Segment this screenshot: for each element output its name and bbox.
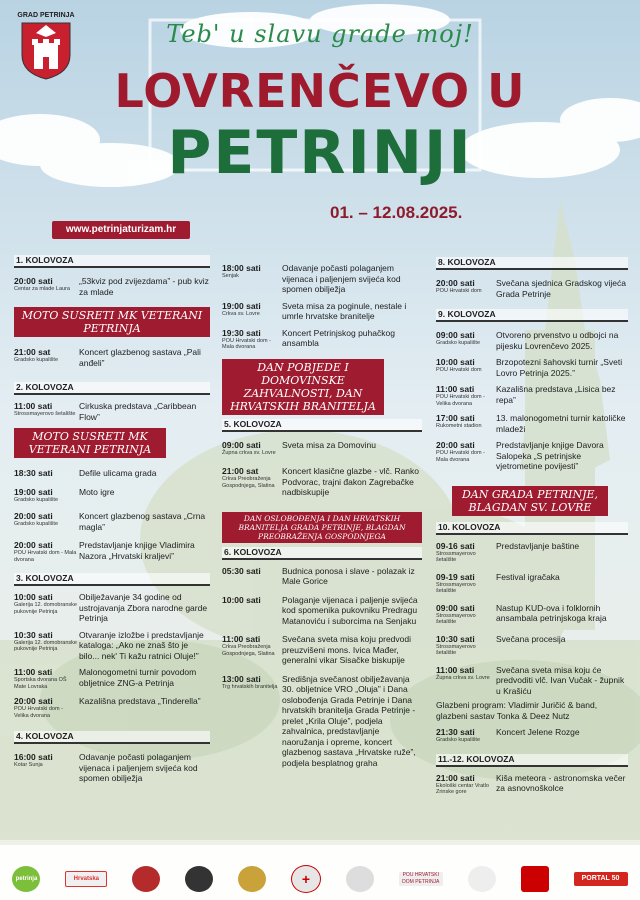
event-time: 10:00 sati [222, 594, 261, 605]
event [14, 487, 210, 504]
event-time: 10:00 sati [14, 592, 53, 602]
day-header: 2. KOLOVOZA [14, 382, 210, 395]
section-banner: MOTO SUSRETI MK VETERANI PETRINJA [14, 307, 210, 337]
event [436, 773, 628, 796]
event-desc: Koncert glazbenog sastava „Pali anđeli” [79, 347, 201, 368]
column-1 [14, 255, 210, 784]
event-desc: Koncert glazbenog sastava „Crna magla” [79, 511, 206, 532]
event-place: POU Hrvatski dom - Mala dvorana [436, 450, 485, 463]
event [14, 592, 210, 624]
event-time: 05:30 sati [222, 565, 261, 576]
veterani-logo [132, 866, 160, 892]
event [14, 276, 210, 297]
event [14, 752, 210, 784]
event-desc: Sveta misa za poginule, nestale i umrle hrvatske branitelje [282, 300, 407, 321]
event-desc: Nastup KUD-ova i folklornih ansambala petrinjskoga kraja [496, 602, 607, 623]
crest-label: GRAD PETRINJA [17, 12, 75, 19]
day-header: 3. KOLOVOZA [14, 573, 210, 586]
event-time: 20:00 sati [14, 540, 53, 550]
event-place: Strossmayerovo šetalište [436, 643, 476, 656]
event-desc: 13. malonogometni turnir katoličke mladeži [496, 413, 626, 434]
event-time: 19:00 sati [222, 300, 261, 311]
event-time: 21:00 sat [222, 466, 259, 476]
event-desc: Svečana sveta misa koju će predvoditi vlč. Ivan Vučak - župnik u Krašiću [496, 664, 625, 696]
event-place: Rukometni stadion [436, 423, 482, 429]
event [14, 347, 210, 368]
event [14, 401, 210, 422]
section-banner: DAN OSLOBOĐENJA I DAN HRVATSKIH BRANITELJA GRADA PETRINJE, BLAGDAN PREOBRAŽENJA GOSPODNJEGA [222, 512, 422, 543]
music-program: Glazbeni program: Vladimir Juričić & band, glazbeni sastav Tonka & Deez Nutz [436, 700, 598, 721]
website-link[interactable]: www.petrinjaturizam.hr [52, 221, 190, 239]
event-desc: Polaganje vijenaca i paljenje svijeća kod spomenika pukovniku Predragu Matanoviću i suborcima na Senjaku [282, 594, 418, 626]
red-cross-logo: + [291, 865, 321, 893]
event-time: 19:00 sati [14, 486, 53, 497]
event-place: POU Hrvatski dom - Mala dvorana [14, 550, 77, 563]
festival-dates: 01. – 12.08.2025. [330, 203, 463, 222]
event-time: 20:00 sati [14, 511, 53, 521]
event-desc: Predstavljanje baštine [496, 540, 580, 551]
event-desc: Koncert Petrinjskog puhačkog ansambla [282, 327, 395, 348]
event [222, 634, 422, 666]
event-time: 10:30 sati [14, 629, 53, 640]
seal-logo [346, 866, 374, 892]
petrinja-logo: petrinja [12, 866, 40, 892]
day-header: 5. KOLOVOZA [222, 419, 422, 432]
day-header: 9. KOLOVOZA [436, 309, 628, 322]
badge-logo [238, 866, 266, 892]
event-place: POU Hrvatski dom - Velika dvorana [436, 394, 485, 407]
radio-logo [521, 866, 549, 892]
event-desc: Otvoreno prvenstvo u odbojci na pijesku Lovrenčevo 2025. [496, 330, 619, 351]
event-desc: Središnja svečanost obilježavanja 30. obljetnice VRO „Oluja” i Dana oslobođenja Grada Petrinje i Dana hrvatskih branitelja Grada Petrinje - prelet „Krila Oluje”, podjela zahvalnica, predstavljanje naoružanja i opreme, koncert glazbenog sastava „Hrvatske ruže”, podjela besplatnog graha [282, 673, 416, 768]
event-desc: Obilježavanje 34 godine od ustrojavanja Zbora narodne garde Petrinja [79, 592, 208, 623]
event-place: Strossmayerovo šetalište [436, 550, 476, 563]
event-time: 09:00 sati [436, 602, 475, 613]
day-header: 11.-12. KOLOVOZA [436, 754, 628, 767]
event [436, 413, 628, 434]
day-header: 4. KOLOVOZA [14, 731, 210, 744]
moto-club-logo [185, 866, 213, 892]
event-time: 11:00 sati [222, 634, 261, 644]
event-place: POU Hrvatski dom [436, 288, 482, 294]
event-place: Gradsko kupalište [436, 737, 481, 743]
event-desc: Odavanje počasti polaganjem vijenaca i paljenjem svijeća kod spomen obilježja [79, 752, 198, 783]
event [222, 595, 422, 627]
sponsor-logos [0, 858, 640, 900]
event [222, 466, 422, 498]
event-time: 13:00 sati [222, 673, 261, 684]
event-desc: Kazališna predstava „Lisica bez repa” [496, 384, 616, 405]
event-place: Galerija 12. domobranske pukovnije Petrinja [14, 639, 77, 652]
event-time: 20:00 sati [14, 696, 53, 706]
section-banner: DAN GRADA PETRINJE, BLAGDAN SV. LOVRE [452, 486, 608, 516]
event-time: 11:00 sati [436, 384, 475, 394]
portal-logo: PORTAL 50 [574, 872, 628, 886]
event-place: Trg hrvatskih branitelja [222, 683, 278, 690]
event-time: 21:30 sati [436, 727, 475, 737]
event [14, 468, 210, 479]
event-desc: Sveta misa za Domovinu [282, 439, 377, 450]
event-place: Župna crkva sv. Lovre [222, 449, 276, 456]
event-time: 20:00 sati [436, 440, 475, 450]
emblem-logo [468, 866, 496, 892]
day-header: 8. KOLOVOZA [436, 257, 628, 270]
event [436, 384, 628, 407]
event-time: 11:00 sati [436, 664, 475, 675]
title-line1: LOVRENČEVO U [114, 64, 526, 118]
event-place: Galerija 12. domobranske pukovnije Petrinja [14, 602, 77, 615]
event-place: Strossmayerovo šetalište [436, 612, 476, 625]
event-time: 18:30 sati [14, 468, 53, 478]
event-place: Strossmayerovo šetalište [436, 581, 476, 594]
column-3 [436, 257, 628, 796]
event [14, 540, 210, 563]
event-desc: Koncert Jelene Rozge [496, 727, 580, 737]
event-desc: „53kviz pod zvijezdama” - pub kviz za mlade [79, 276, 209, 297]
event [436, 330, 628, 351]
event-desc: Odavanje počasti polaganjem vijenaca i paljenjem svijeća kod spomen obilježja [282, 263, 401, 294]
event-time: 21:00 sat [14, 347, 51, 357]
event-time: 09-16 sati [436, 540, 475, 551]
event-place: Kotar Sunja [14, 762, 43, 768]
section-banner: DAN POBJEDE I DOMOVINSKE ZAHVALNOSTI, DAN HRVATSKIH BRANITELJA [222, 359, 384, 415]
event [436, 603, 628, 626]
event-time: 21:00 sati [436, 772, 475, 783]
event-place: Gradsko kupalište [14, 496, 59, 503]
event-place: Crkva sv. Lovre [222, 310, 260, 317]
event-time: 09-19 sati [436, 571, 475, 582]
event-desc: Cirkuska predstava „Caribbean Flow” [79, 401, 197, 422]
event-place: Centar za mlade Laura [14, 286, 70, 292]
event [14, 696, 210, 719]
day-header: 10. KOLOVOZA [436, 522, 628, 535]
event [14, 630, 210, 662]
croatia-tourism-logo: Hrvatska [65, 871, 107, 887]
event-place: Strossmayerovo šetalište [14, 411, 76, 417]
event [436, 634, 628, 657]
event [436, 357, 628, 378]
event-time: 09:00 sati [436, 330, 475, 340]
event [436, 440, 628, 472]
event-place: Župna crkva sv. Lovre [436, 674, 490, 681]
event [436, 278, 628, 299]
event [436, 541, 628, 564]
event-time: 10:30 sati [436, 633, 475, 644]
title-line2: PETRINJI [167, 118, 473, 188]
event-desc: Budnica ponosa i slave - polazak iz Male Gorice [282, 565, 415, 586]
event-desc: Predstavljanje knjige Vladimira Nazora „Hrvatski kraljevi” [79, 540, 195, 561]
event-desc: Moto igre [79, 486, 115, 497]
slogan: Teb' u slavu grade moj! [166, 20, 474, 48]
day-header: 6. KOLOVOZA [222, 547, 422, 560]
event-desc: Svečana sveta misa koju predvodi preuzvišeni mons. Ivica Mađer, generalni vikar Sisačke biskupije [282, 634, 411, 665]
event [222, 263, 422, 295]
event-desc: Malonogometni turnir povodom obljetnice ZNG-a Petrinja [79, 667, 197, 688]
event [222, 328, 422, 351]
event-time: 20:00 sati [14, 276, 53, 286]
event-desc: Svečana sjednica Gradskog vijeća Grada Petrinje [496, 278, 626, 299]
event-desc: Festival igračaka [496, 571, 560, 582]
event-time: 09:00 sati [222, 439, 261, 450]
event [222, 301, 422, 322]
event-place: Crkva Preobraženja Gospodnjega, Slatina [222, 476, 275, 489]
section-banner: MOTO SUSRETI MK VETERANI PETRINJA [14, 428, 166, 458]
event [436, 727, 628, 744]
event-desc: Brzopotezni šahovski turnir „Sveti Lovro Petrinja 2025.” [496, 357, 623, 378]
event-time: 11:00 sati [14, 401, 53, 411]
event [14, 667, 210, 690]
event-desc: Kazališna predstava „Tinderella” [79, 696, 201, 706]
column-2 [222, 263, 422, 768]
event-desc: Defile ulicama grada [79, 468, 157, 478]
event-time: 11:00 sati [14, 667, 53, 677]
event [222, 566, 422, 587]
event-place: Gradsko kupalište [14, 357, 59, 363]
event-place: Ekološki centar Vratlo Zrinske gore [436, 782, 489, 795]
event [222, 674, 422, 769]
event [436, 572, 628, 595]
event-place: POU Hrvatski dom - Mala dvorana [222, 337, 271, 350]
event-place: POU Hrvatski dom [436, 367, 482, 373]
event-place: Gradsko kupalište [436, 340, 481, 346]
event-place: Gradsko kupalište [14, 521, 59, 527]
event-time: 20:00 sati [436, 278, 475, 288]
event-time: 10:00 sati [436, 357, 475, 367]
event-time: 17:00 sati [436, 413, 475, 423]
event [14, 511, 210, 532]
event-place: Crkva Preobraženja Gospodnjega, Slatina [222, 644, 275, 657]
event-time: 18:00 sati [222, 263, 261, 273]
event-place: Senjak [222, 273, 239, 279]
event-desc: Predstavljanje knjige Davora Salopeka „S petrinjske vjetrometine povijesti” [496, 440, 604, 471]
event-desc: Svečana procesija [496, 633, 566, 644]
pou-logo: POU HRVATSKI DOM PETRINJA [399, 872, 443, 886]
day-header: 1. KOLOVOZA [14, 255, 210, 268]
event-time: 19:30 sati [222, 327, 261, 338]
event-desc: Kiša meteora - astronomska večer za asnovnoškolce [496, 772, 626, 793]
event [436, 665, 628, 697]
event [222, 440, 422, 457]
event-place: Sportska dvorana OŠ Mate Lovraka [14, 677, 67, 690]
event-desc: Koncert klasične glazbe - vlč. Ranko Podvorac, trajni đakon Zagrebačke nadbiskupije [282, 466, 420, 497]
event-time: 16:00 sati [14, 752, 53, 762]
event-desc: Otvaranje izložbe i predstavljanje kataloga: „Ako ne znaš što je bilo... nek' Ti kažu ratnici Oluje!” [79, 629, 204, 661]
event-place: POU Hrvatski dom - Velika dvorana [14, 706, 63, 719]
